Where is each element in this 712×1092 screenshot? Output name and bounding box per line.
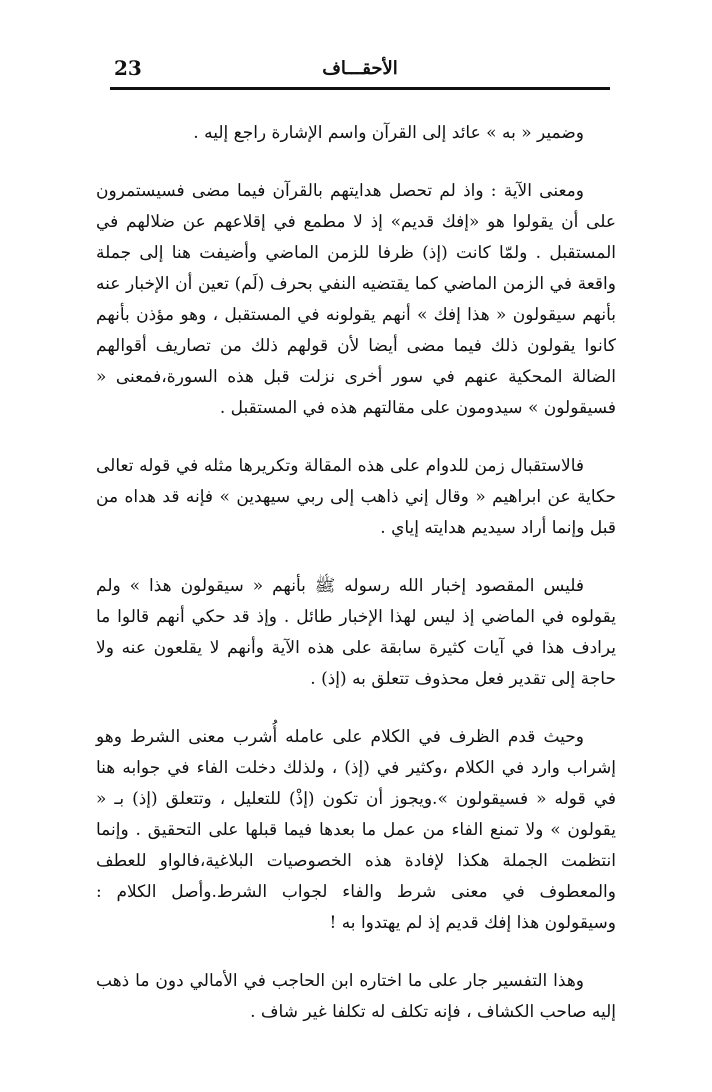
paragraph: وحيث قدم الظرف في الكلام على عامله أُشرب معنى الشرط وهو إشراب وارد في الكلام ،وكثير في (إذ) ، ولذلك دخلت الفاء في جوابه هنا في قوله « فسيقولون ».ويجوز أن تكون (إذْ) للتعليل ، وتتعلق (إذ) بـ « يقولون » ولا تمنع الفاء من عمل ما بعدها فيما قبلها على التحقيق . وإنما انتظمت الجملة هكذا لإفادة هذه الخصوصيات البلاغية،فالواو للعطف والمعطوف في معنى شرط والفاء لجواب الشرط.وأصل الكلام : وسيقولون هذا إفك قديم إذ لم يهتدوا به ! — [96, 727, 616, 933]
page-number: 23 — [114, 56, 142, 80]
running-title: الأحقـــاف — [322, 58, 398, 79]
paragraph: فليس المقصود إخبار الله رسوله ﷺ بأنهم « سيقولون هذا » ولم يقولوه في الماضي إذ ليس لهذا الإخبار طائل . وإذ قد حكي أنهم قالوا ما يرادف هذا في آيات كثيرة سابقة على هذه الآية وأنهم لا يقلعون عنه ولا حاجة إلى تقدير فعل محذوف تتعلق به (إذ) . — [96, 576, 616, 689]
paragraph: وضمير « به » عائد إلى القرآن واسم الإشارة راجع إليه . — [193, 123, 584, 143]
header-rule — [110, 87, 610, 90]
paragraph: وهذا التفسير جار على ما اختاره ابن الحاجب في الأمالي دون ما ذهب إليه صاحب الكشاف ، فإنه تكلف له تكلفا غير شاف . — [96, 971, 616, 1022]
paragraph: ومعنى الآية : واذ لم تحصل هدايتهم بالقرآن فيما مضى فسيستمرون على أن يقولوا هو «إفك قديم» إذ لا مطمع في إقلاعهم عن ضلالهم في المستقبل . ولمّا كانت (إذ) ظرفا للزمن الماضي وأضيفت هنا إلى جملة واقعة في الزمن الماضي كما يقتضيه النفي بحرف (لَم) تعين أن الإخبار عنه بأنهم سيقولون « هذا إفك » أنهم يقولونه في المستقبل ، وهو مؤذن بأنهم كانوا يقولون ذلك فيما مضى أيضا لأن قولهم ذلك من تصاريف أقوالهم الضالة المحكية عنهم في سور أخرى نزلت قبل هذه السورة،فمعنى « فسيقولون » سيدومون على مقالتهم هذه في المستقبل . — [96, 181, 616, 418]
page-body — [96, 118, 616, 1055]
paragraph: فالاستقبال زمن للدوام على هذه المقالة وتكريرها مثله في قوله تعالى حكاية عن ابراهيم « وقال إني ذاهب إلى ربي سيهدين » فإنه قد هداه من قبل وإنما أراد سيديم هدايته إياي . — [96, 456, 616, 538]
page-header — [110, 50, 610, 90]
